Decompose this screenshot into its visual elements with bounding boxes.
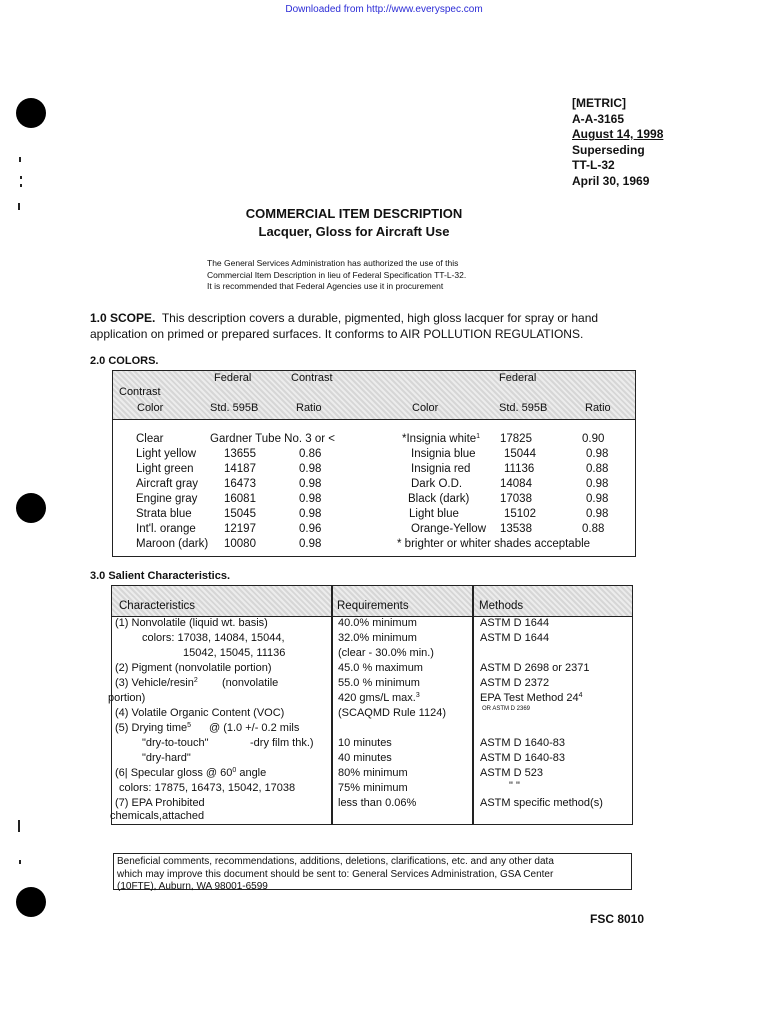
color-name: Light blue	[409, 508, 459, 520]
color-name: Black (dark)	[408, 493, 470, 505]
characteristic-text: angle	[239, 767, 267, 779]
color-name: Int'l. orange	[136, 523, 196, 535]
color-name: Strata blue	[136, 508, 192, 520]
scope-text-line: This description covers a durable, pigmented, high gloss lacquer for spray or hand	[161, 311, 599, 325]
header-federal: Federal	[499, 372, 537, 384]
requirement-line: 40.0% minimum	[338, 617, 417, 629]
requirement-line	[338, 692, 420, 704]
comments-notice	[113, 853, 632, 890]
characteristic-line: portion)	[108, 692, 146, 704]
footnote-marker: 3	[415, 692, 420, 699]
color-ratio: 0.90	[582, 433, 605, 445]
scan-mark	[20, 176, 22, 179]
color-ratio: 0.86	[299, 448, 322, 460]
colors-heading: 2.0 COLORS.	[90, 355, 159, 367]
scope-heading: 1.0 SCOPE.	[90, 311, 156, 325]
colors-footnote: * brighter or whiter shades acceptable	[397, 538, 591, 550]
color-std: 14187	[224, 463, 256, 475]
metric-label: [METRIC]	[572, 96, 626, 110]
color-std: 11136	[504, 463, 535, 475]
scan-mark	[18, 820, 20, 832]
scan-mark	[19, 860, 21, 864]
color-ratio: 0.96	[299, 523, 322, 535]
header-contrast: Contrast	[119, 386, 161, 398]
scan-mark	[20, 184, 22, 187]
method-note: OR ASTM D 2369	[482, 706, 531, 712]
download-link-line[interactable]	[0, 4, 768, 15]
characteristic-line: (7) EPA Prohibited	[115, 797, 205, 809]
notice-line: which may improve this document should be sent to: General Services Administration, GSA Center	[117, 868, 554, 880]
color-ratio: 0.98	[299, 463, 322, 475]
header-std: Std. 595B	[210, 402, 259, 414]
column-divider	[472, 586, 474, 824]
color-std: 12197	[224, 523, 256, 535]
method-ditto: " "	[509, 780, 520, 792]
column-divider	[331, 586, 333, 824]
requirement-text: 420 gms/L max.	[338, 692, 416, 704]
color-name: Orange-Yellow	[411, 523, 487, 535]
requirement-line: 55.0 % minimum	[338, 677, 420, 689]
color-std: 10080	[224, 538, 256, 550]
characteristic-text: (3) Vehicle/resin	[115, 677, 194, 689]
requirement-line: 75% minimum	[338, 782, 408, 794]
footnote-marker: 0	[232, 767, 237, 774]
header-methods: Methods	[479, 600, 524, 612]
method-line: ASTM D 1640-83	[480, 752, 565, 764]
color-name: Clear	[136, 433, 164, 445]
colors-table-header	[113, 371, 635, 420]
color-ratio: 0.98	[299, 493, 322, 505]
color-std: 16473	[224, 478, 256, 490]
document-date: August 14, 1998	[572, 127, 664, 141]
header-ratio: Ratio	[585, 402, 611, 414]
fsc-code: FSC 8010	[590, 912, 645, 926]
header-requirements: Requirements	[337, 600, 409, 612]
footnote-marker: 4	[578, 692, 583, 699]
scope-section	[90, 310, 598, 342]
header-color: Color	[137, 402, 164, 414]
authorization-note	[207, 258, 466, 293]
requirement-line: 10 minutes	[338, 737, 392, 749]
characteristic-line	[115, 767, 266, 779]
color-name: Light yellow	[136, 448, 197, 460]
requirement-line: 40 minutes	[338, 752, 392, 764]
header-color: Color	[412, 402, 439, 414]
scan-mark	[19, 157, 21, 162]
requirement-line: (clear - 30.0% min.)	[338, 647, 434, 659]
color-name: Engine gray	[136, 493, 198, 505]
salient-heading: 3.0 Salient Characteristics.	[90, 570, 231, 582]
color-ratio: 0.98	[586, 508, 609, 520]
requirement-line: 80% minimum	[338, 767, 408, 779]
color-std: 13538	[500, 523, 532, 535]
color-name: Aircraft gray	[136, 478, 198, 490]
color-ratio: 0.98	[586, 493, 609, 505]
method-line: ASTM D 523	[480, 767, 543, 779]
footnote-marker: 5	[187, 722, 192, 729]
authorization-line: The General Services Administration has authorized the use of this	[207, 258, 459, 268]
header-federal: Federal	[214, 372, 252, 384]
color-name: Insignia red	[411, 463, 471, 475]
authorization-line: It is recommended that Federal Agencies use it in procurement	[207, 281, 444, 291]
characteristic-line: 15042, 15045, 11136	[183, 647, 286, 659]
superseded-number: TT-L-32	[572, 158, 615, 172]
color-ratio: 0.88	[582, 523, 605, 535]
color-ratio: 0.98	[586, 478, 609, 490]
salient-table-header	[112, 586, 632, 617]
color-ratio: 0.98	[299, 538, 322, 550]
header-characteristics: Characteristics	[119, 600, 196, 612]
requirement-line: 32.0% minimum	[338, 632, 417, 644]
color-ratio: 0.98	[299, 508, 322, 520]
characteristic-line: "dry-hard"	[142, 752, 191, 764]
notice-line: Beneficial comments, recommendations, additions, deletions, clarifications, etc. and any other data	[117, 856, 554, 867]
characteristic-line	[115, 677, 198, 689]
color-name: Maroon (dark)	[136, 538, 209, 550]
color-name: Insignia blue	[411, 448, 476, 460]
characteristic-line: chemicals,attached	[110, 810, 205, 822]
method-line: ASTM D 2372	[480, 677, 550, 689]
characteristic-text: (6| Specular gloss @ 60	[115, 767, 233, 779]
requirement-line: less than 0.06%	[338, 797, 417, 809]
color-ratio: 0.98	[299, 478, 322, 490]
punch-hole-middle	[16, 493, 46, 523]
method-line: ASTM D 1640-83	[480, 737, 565, 749]
footnote-marker: 1	[476, 433, 481, 440]
characteristic-line: colors: 17038, 14084, 15044,	[142, 632, 285, 644]
color-ratio: 0.98	[586, 448, 609, 460]
superseding-label: Superseding	[572, 142, 645, 157]
color-std: 15044	[504, 448, 536, 460]
color-std: 16081	[224, 493, 256, 505]
footnote-marker: 2	[193, 677, 198, 684]
color-ratio: 0.88	[586, 463, 609, 475]
characteristic-line: @ (1.0 +/- 0.2 mils	[209, 722, 300, 734]
header-contrast: Contrast	[291, 372, 333, 384]
document-number: A-A-3165	[572, 111, 625, 126]
requirement-line: (SCAQMD Rule 1124)	[338, 707, 446, 719]
characteristic-line: "dry-to-touch"	[142, 737, 209, 749]
characteristic-text: (5) Drying time	[115, 722, 188, 734]
document-title: COMMERCIAL ITEM DESCRIPTION	[245, 206, 463, 221]
color-name: Dark O.D.	[411, 478, 463, 490]
requirement-line: 45.0 % maximum	[338, 662, 423, 674]
method-line	[480, 692, 583, 704]
header-ratio: Ratio	[296, 402, 322, 414]
characteristic-line: -dry film thk.)	[250, 737, 314, 749]
color-std: 14084	[500, 478, 532, 490]
method-line: ASTM D 1644	[480, 632, 550, 644]
color-std: 15102	[504, 508, 536, 520]
color-std: 13655	[224, 448, 256, 460]
method-text: EPA Test Method 24	[480, 692, 579, 704]
method-line: ASTM specific method(s)	[480, 797, 603, 809]
colors-table	[112, 370, 636, 557]
characteristic-line: colors: 17875, 16473, 15042, 17038	[119, 782, 296, 794]
color-std: Gardner Tube No. 3 or <	[210, 433, 335, 445]
download-link[interactable]: Downloaded from http://www.everyspec.com	[285, 4, 483, 15]
color-name	[402, 433, 480, 445]
punch-hole-bottom	[16, 887, 46, 917]
characteristic-line	[115, 722, 191, 734]
method-line: ASTM D 2698 or 2371	[480, 662, 590, 674]
color-std: 17038	[500, 493, 532, 505]
characteristic-line: (1) Nonvolatile (liquid wt. basis)	[115, 617, 268, 629]
document-id-block	[572, 96, 663, 189]
color-name-text: *Insignia white	[402, 433, 477, 445]
characteristic-line: (4) Volatile Organic Content (VOC)	[115, 707, 285, 719]
document-subtitle: Lacquer, Gloss for Aircraft Use	[258, 224, 450, 239]
authorization-line: Commercial Item Description in lieu of Federal Specification TT-L-32.	[207, 269, 467, 280]
salient-table	[108, 585, 633, 825]
color-name: Light green	[136, 463, 194, 475]
header-std: Std. 595B	[499, 402, 548, 414]
color-std: 15045	[224, 508, 256, 520]
punch-hole-top	[16, 98, 46, 128]
scope-text-line: application on primed or prepared surfaces. It conforms to AIR POLLUTION REGULATIONS.	[90, 327, 584, 341]
notice-line: (10FTE), Auburn, WA 98001-6599	[117, 881, 268, 892]
method-line: ASTM D 1644	[480, 617, 550, 629]
characteristic-line: (2) Pigment (nonvolatile portion)	[115, 662, 272, 674]
superseded-date: April 30, 1969	[572, 173, 650, 188]
characteristic-line: (nonvolatile	[222, 677, 279, 689]
color-std: 17825	[500, 433, 532, 445]
